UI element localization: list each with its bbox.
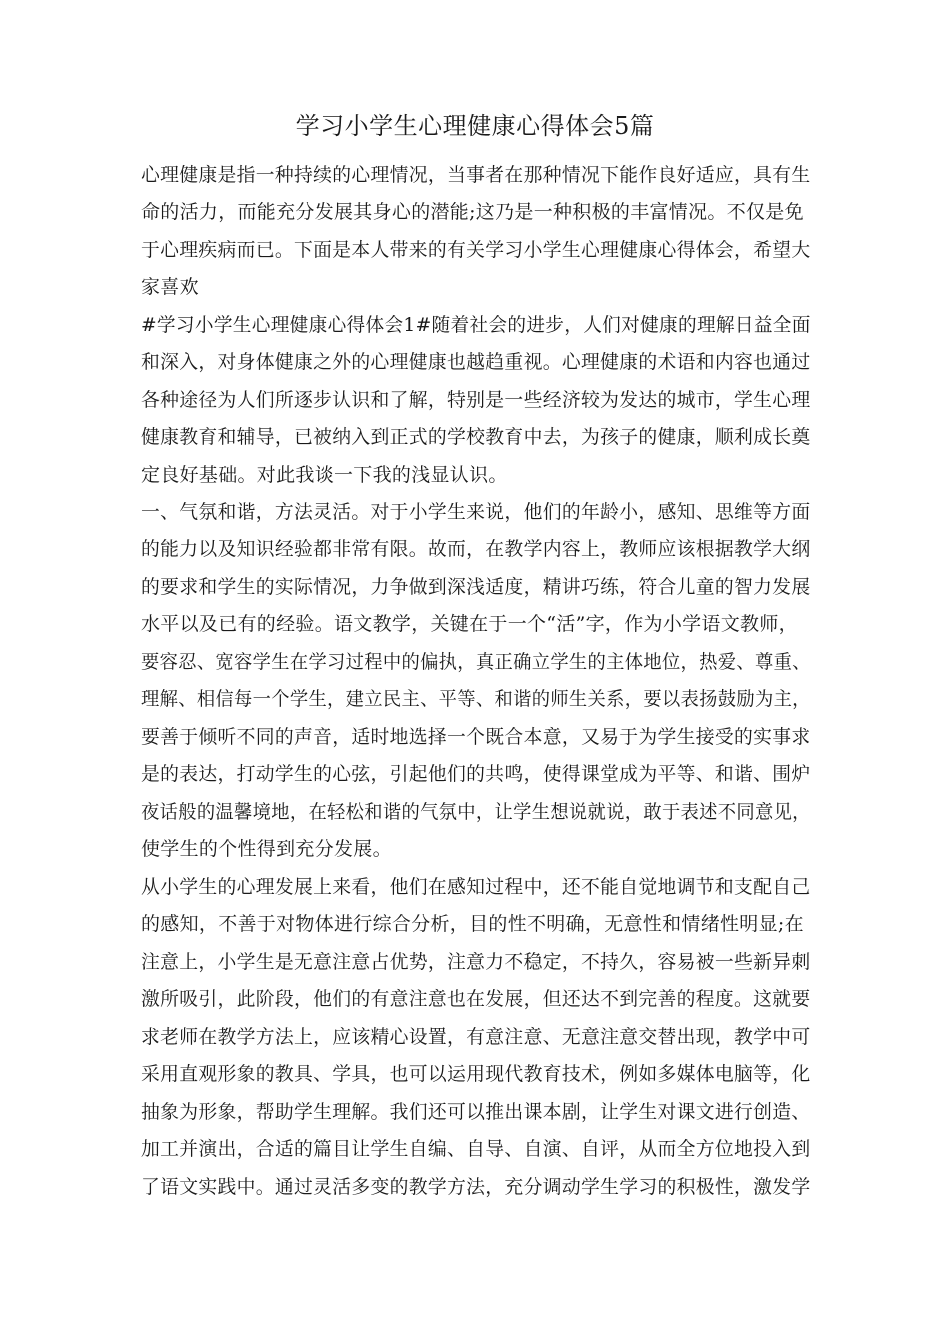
text-line: 水平以及已有的经验。语文教学，关键在于一个“活”字，作为小学语文教师，: [141, 613, 798, 635]
text-line: 使学生的个性得到充分发展。: [141, 838, 392, 860]
text-line: 一、气氛和谐，方法灵活。对于小学生来说，他们的年龄小，感知、思维等方面: [141, 501, 811, 523]
text-line: 采用直观形象的教具、学具，也可以运用现代教育技术，例如多媒体电脑等，化: [141, 1063, 811, 1085]
text-line: 的感知，不善于对物体进行综合分析，目的性不明确，无意性和情绪性明显;在: [141, 913, 804, 935]
text-line: 要善于倾听不同的声音，适时地选择一个既合本意，又易于为学生接受的实事求: [141, 726, 811, 748]
text-line: 激所吸引，此阶段，他们的有意注意也在发展，但还达不到完善的程度。这就要: [141, 988, 811, 1010]
text-line: #学习小学生心理健康心得体会1#随着社会的进步，人们对健康的理解日益全面: [141, 314, 811, 336]
text-line: 求老师在教学方法上，应该精心设置，有意注意、无意注意交替出现，教学中可: [141, 1026, 811, 1048]
text-line: 心理健康是指一种持续的心理情况，当事者在那种情况下能作良好适应，具有生: [141, 164, 811, 186]
text-line: 命的活力，而能充分发展其身心的潜能;这乃是一种积极的丰富情况。不仅是免: [141, 201, 804, 223]
text-line: 夜话般的温馨境地，在轻松和谐的气氛中，让学生想说就说，敢于表述不同意见，: [141, 801, 811, 823]
text-line: 抽象为形象，帮助学生理解。我们还可以推出课本剧，让学生对课文进行创造、: [141, 1101, 811, 1123]
text-line: 家喜欢: [141, 276, 199, 298]
text-line: 要容忍、宽容学生在学习过程中的偏执，真正确立学生的主体地位，热爱、尊重、: [141, 651, 811, 673]
text-line: 的要求和学生的实际情况，力争做到深浅适度，精讲巧练，符合儿童的智力发展: [141, 576, 811, 598]
text-line: 和深入，对身体健康之外的心理健康也越趋重视。心理健康的术语和内容也通过: [141, 351, 811, 373]
text-line: 加工并演出，合适的篇目让学生自编、自导、自演、自评，从而全方位地投入到: [141, 1138, 811, 1160]
text-line: 注意上，小学生是无意注意占优势，注意力不稳定，不持久，容易被一些新异刺: [141, 951, 811, 973]
text-line: 的能力以及知识经验都非常有限。故而，在教学内容上，教师应该根据教学大纲: [141, 538, 811, 560]
text-line: 各种途径为人们所逐步认识和了解，特别是一些经济较为发达的城市，学生心理: [141, 389, 811, 411]
text-line: 理解、相信每一个学生，建立民主、平等、和谐的师生关系，要以表扬鼓励为主，: [141, 688, 811, 710]
text-line: 是的表达，打动学生的心弦，引起他们的共鸣，使得课堂成为平等、和谐、围炉: [141, 763, 811, 785]
text-line: 从小学生的心理发展上来看，他们在感知过程中，还不能自觉地调节和支配自己: [141, 876, 811, 898]
text-line: 于心理疾病而已。下面是本人带来的有关学习小学生心理健康心得体会，希望大: [141, 239, 811, 261]
text-line: 定良好基础。对此我谈一下我的浅显认识。: [141, 464, 508, 486]
text-line: 了语文实践中。通过灵活多变的教学方法，充分调动学生学习的积极性，激发学: [141, 1176, 811, 1198]
document-title: 学习小学生心理健康心得体会5篇: [295, 112, 655, 140]
text-line: 健康教育和辅导，已被纳入到正式的学校教育中去，为孩子的健康，顺利成长奠: [141, 426, 811, 448]
